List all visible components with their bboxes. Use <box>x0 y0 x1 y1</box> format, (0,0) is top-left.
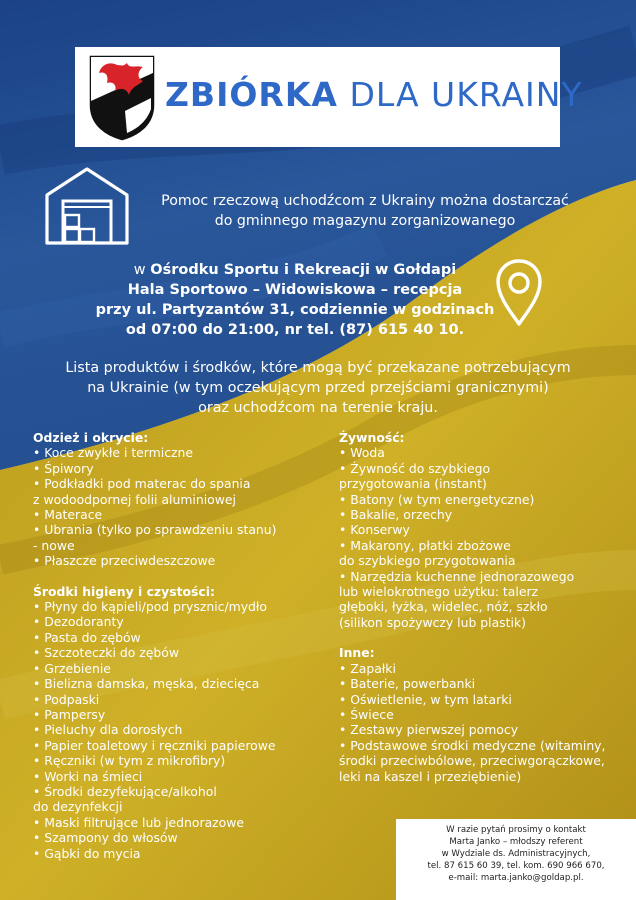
list-item: • Szampony do włosów <box>33 830 178 846</box>
list-item: • Śpiwory <box>33 460 94 476</box>
list-item: • Maski filtrujące lub jednorazowe <box>33 814 244 830</box>
address-line-4: od 07:00 do 21:00, nr tel. (87) 615 40 10. <box>125 322 465 338</box>
list-item: do dezynfekcji <box>33 799 123 815</box>
contact-email[interactable]: e-mail: marta.janko@goldap.pl. <box>448 873 584 883</box>
address-line-2: Hala Sportowo – Widowiskowa – recepcja <box>127 282 463 298</box>
list-item: • Konserwy <box>339 522 410 538</box>
address-line-1 <box>90 260 500 280</box>
list-item: • Materace <box>33 507 103 523</box>
list-item: • Koce zwykłe i termiczne <box>33 445 193 461</box>
contact-line-3: w Wydziale ds. Administracyjnych, <box>441 849 591 859</box>
list-item: • Dezodoranty <box>33 614 124 630</box>
intro-line-1: Pomoc rzeczową uchodźcom z Ukrainy można dostarczać <box>161 193 569 209</box>
lead-text <box>20 358 616 418</box>
list-item: • Makarony, płatki zbożowe <box>339 537 511 553</box>
location-pin-icon <box>494 258 544 328</box>
lead-line-1: Lista produktów i środków, które mogą być przekazane potrzebującym <box>65 360 571 376</box>
lead-line-3: oraz uchodźcom na terenie kraju. <box>198 400 438 416</box>
contact-line-4: tel. 87 615 60 39, tel. kom. 690 966 670, <box>427 861 605 871</box>
list-item: • Płaszcze przeciwdeszczowe <box>33 553 216 569</box>
list-item: • Narzędzia kuchenne jednorazowego <box>339 568 575 584</box>
title-bold: ZBIÓRKA <box>165 75 338 114</box>
lead-line-2: na Ukrainie (w tym oczekującym przed przejściami granicznymi) <box>87 380 549 396</box>
list-item: • Gąbki do mycia <box>33 845 141 861</box>
warehouse-icon <box>43 165 131 247</box>
list-item: • Pasta do zębów <box>33 629 141 645</box>
section-title-other: Inne: <box>339 645 375 661</box>
list-item: głęboki, łyżka, widelec, nóż, szkło <box>339 599 548 615</box>
list-item: • Środki dezyfekujące/alkohol <box>33 783 217 799</box>
header-banner <box>75 47 583 147</box>
contact-line-2: Marta Janko – młodszy referent <box>449 837 583 847</box>
list-item: • Pampersy <box>33 706 106 722</box>
right-column <box>339 430 629 784</box>
clothing-list <box>33 445 333 568</box>
coat-of-arms-icon <box>87 53 157 141</box>
list-item: • Szczoteczki do zębów <box>33 645 179 661</box>
list-item: lub wielokrotnego użytku: talerz <box>339 584 539 600</box>
section-title-clothing: Odzież i okrycie: <box>33 430 149 445</box>
address-block <box>90 260 500 340</box>
list-item: • Batony (w tym energetyczne) <box>339 491 535 507</box>
list-item: • Świece <box>339 706 394 722</box>
list-item: • Worki na śmieci <box>33 768 143 784</box>
list-item: • Podstawowe środki medyczne (witaminy, <box>339 737 606 753</box>
address-line-3: przy ul. Partyzantów 31, codziennie w godzinach <box>95 302 495 318</box>
address-prefix: w <box>133 262 151 278</box>
list-item: • Zestawy pierwszej pomocy <box>339 722 519 738</box>
list-item: • Podpaski <box>33 691 100 707</box>
list-item: - nowe <box>33 537 75 553</box>
list-item: z wodoodpornej folii aluminiowej <box>33 491 236 507</box>
left-column <box>33 430 333 861</box>
list-item: • Grzebienie <box>33 660 111 676</box>
intro-line-2: do gminnego magazynu zorganizowanego <box>214 213 516 229</box>
list-item: • Woda <box>339 445 385 461</box>
section-title-food: Żywność: <box>339 430 405 445</box>
list-item: (silikon spożywczy lub plastik) <box>339 614 526 630</box>
list-item: środki przeciwbólowe, przeciwgorączkowe, <box>339 753 605 769</box>
other-list <box>339 661 629 784</box>
intro-text <box>130 191 600 231</box>
hygiene-list <box>33 599 333 861</box>
list-item: • Pieluchy dla dorosłych <box>33 722 183 738</box>
list-item: • Ręczniki (w tym z mikrofibry) <box>33 753 226 769</box>
address-venue: Ośrodku Sportu i Rekreacji w Gołdapi <box>150 262 457 278</box>
list-item: • Ubrania (tylko po sprawdzeniu stanu) <box>33 522 277 538</box>
section-title-hygiene: Środki higieny i czystości: <box>33 583 215 599</box>
list-item: • Bakalie, orzechy <box>339 507 453 523</box>
list-item: • Płyny do kąpieli/pod prysznic/mydło <box>33 599 267 615</box>
list-item: • Papier toaletowy i ręczniki papierowe <box>33 737 276 753</box>
title-light: DLA UKRAINY <box>349 75 583 114</box>
list-item: • Żywność do szybkiego <box>339 460 491 476</box>
page-title <box>165 75 583 114</box>
contact-line-1: W razie pytań prosimy o kontakt <box>446 825 586 835</box>
list-item: • Baterie, powerbanki <box>339 676 476 692</box>
food-list <box>339 445 629 630</box>
list-item: leki na kaszel i przeziębienie) <box>339 768 522 784</box>
list-item: przygotowania (instant) <box>339 476 487 492</box>
list-item: • Zapałki <box>339 660 396 676</box>
list-item: do szybkiego przygotowania <box>339 553 516 569</box>
list-item: • Podkładki pod materac do spania <box>33 476 251 492</box>
list-item: • Bielizna damska, męska, dziecięca <box>33 676 260 692</box>
list-item: • Oświetlenie, w tym latarki <box>339 691 512 707</box>
contact-box <box>396 819 636 900</box>
